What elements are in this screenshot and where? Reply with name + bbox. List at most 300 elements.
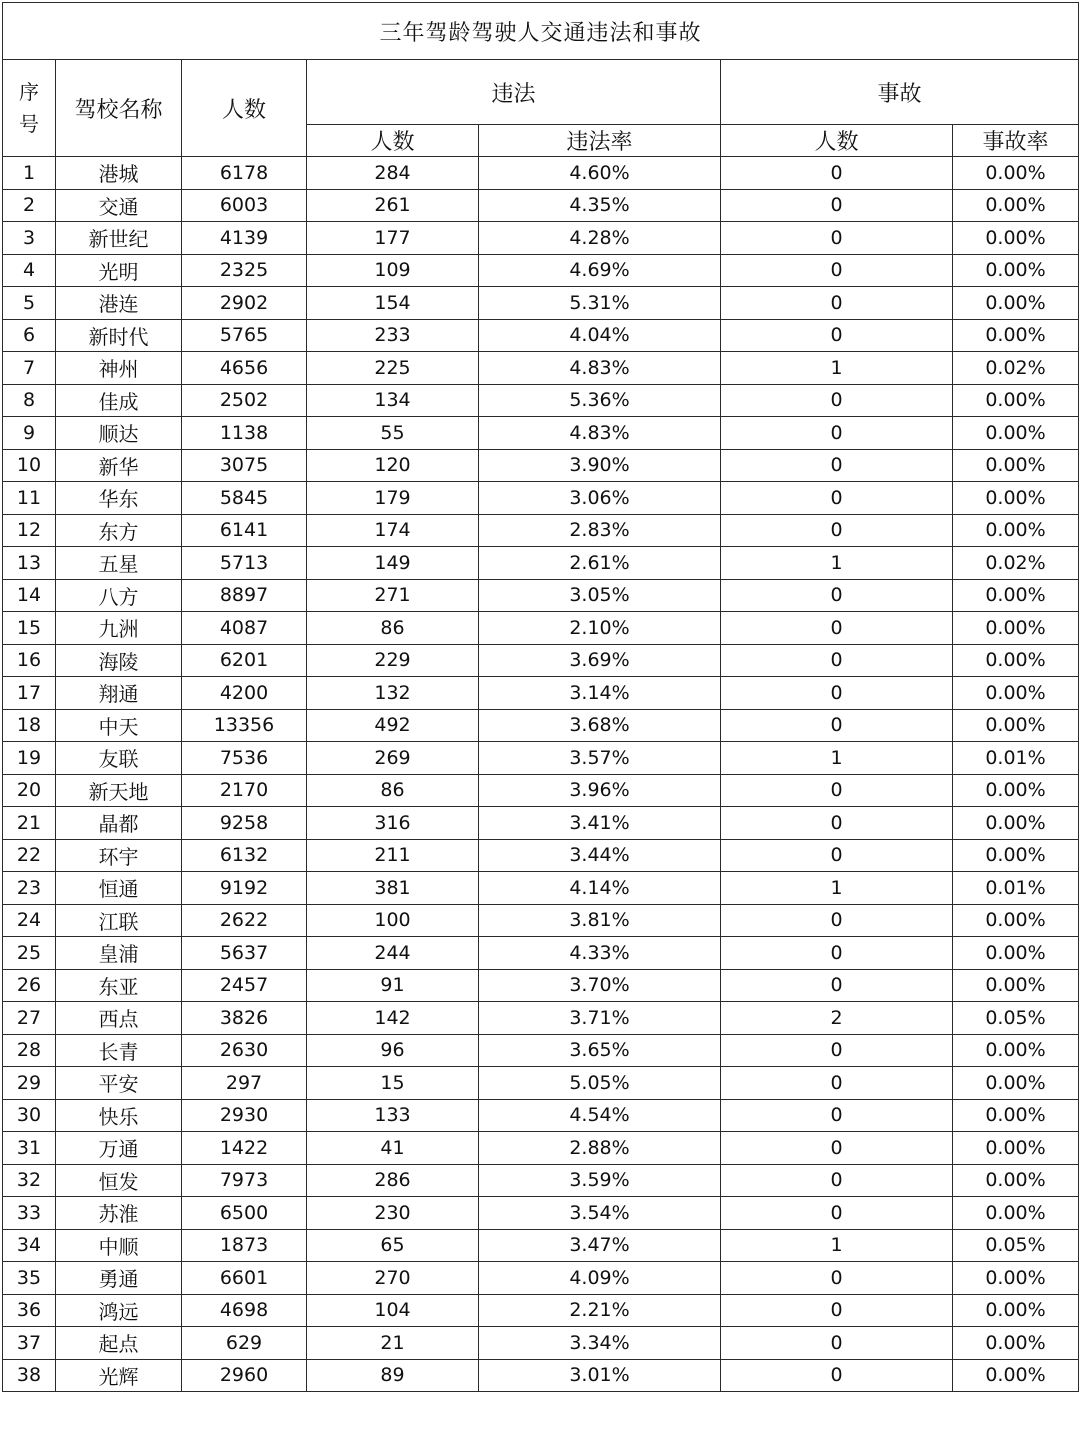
- cell-people: 1422: [182, 1132, 307, 1165]
- cell-seq: 4: [3, 254, 56, 287]
- cell-violation-people: 284: [307, 157, 479, 190]
- table-row: [3, 1099, 1079, 1132]
- cell-school: 顺达: [56, 417, 182, 450]
- cell-violation-people: 96: [307, 1034, 479, 1067]
- cell-people: 4656: [182, 352, 307, 385]
- cell-people: 4087: [182, 612, 307, 645]
- cell-violation-people: 104: [307, 1294, 479, 1327]
- header-people: 人数: [182, 60, 307, 157]
- cell-violation-rate: 2.88%: [479, 1132, 721, 1165]
- cell-violation-rate: 4.83%: [479, 417, 721, 450]
- cell-seq: 31: [3, 1132, 56, 1165]
- cell-seq: 8: [3, 384, 56, 417]
- cell-seq: 2: [3, 189, 56, 222]
- cell-accident-rate: 0.00%: [953, 449, 1079, 482]
- cell-violation-rate: 3.57%: [479, 742, 721, 775]
- table-row: [3, 449, 1079, 482]
- cell-people: 6601: [182, 1262, 307, 1295]
- cell-school: 勇通: [56, 1262, 182, 1295]
- cell-school: 平安: [56, 1067, 182, 1100]
- cell-people: 3075: [182, 449, 307, 482]
- cell-violation-rate: 3.44%: [479, 839, 721, 872]
- cell-accident-people: 1: [721, 742, 953, 775]
- cell-people: 6132: [182, 839, 307, 872]
- cell-seq: 6: [3, 319, 56, 352]
- cell-accident-rate: 0.00%: [953, 969, 1079, 1002]
- cell-seq: 27: [3, 1002, 56, 1035]
- table-row: [3, 482, 1079, 515]
- cell-school: 海陵: [56, 644, 182, 677]
- table-row: [3, 807, 1079, 840]
- cell-accident-people: 0: [721, 1294, 953, 1327]
- table-row: [3, 1262, 1079, 1295]
- cell-accident-people: 0: [721, 482, 953, 515]
- cell-violation-rate: 3.06%: [479, 482, 721, 515]
- cell-people: 3826: [182, 1002, 307, 1035]
- cell-violation-people: 261: [307, 189, 479, 222]
- cell-violation-people: 179: [307, 482, 479, 515]
- cell-people: 2960: [182, 1359, 307, 1392]
- cell-school: 九洲: [56, 612, 182, 645]
- cell-violation-rate: 4.83%: [479, 352, 721, 385]
- cell-violation-people: 244: [307, 937, 479, 970]
- cell-violation-people: 41: [307, 1132, 479, 1165]
- cell-school: 万通: [56, 1132, 182, 1165]
- table-row: [3, 612, 1079, 645]
- table-row: [3, 579, 1079, 612]
- cell-seq: 10: [3, 449, 56, 482]
- table-row: [3, 384, 1079, 417]
- cell-accident-people: 0: [721, 904, 953, 937]
- cell-accident-people: 0: [721, 222, 953, 255]
- cell-school: 江联: [56, 904, 182, 937]
- cell-violation-rate: 5.36%: [479, 384, 721, 417]
- cell-violation-rate: 4.35%: [479, 189, 721, 222]
- cell-violation-people: 174: [307, 514, 479, 547]
- cell-people: 6003: [182, 189, 307, 222]
- cell-seq: 33: [3, 1197, 56, 1230]
- cell-accident-people: 0: [721, 1359, 953, 1392]
- cell-accident-people: 0: [721, 287, 953, 320]
- table-row: [3, 514, 1079, 547]
- cell-people: 297: [182, 1067, 307, 1100]
- cell-violation-rate: 3.05%: [479, 579, 721, 612]
- cell-accident-people: 0: [721, 1197, 953, 1230]
- cell-accident-people: 0: [721, 1327, 953, 1360]
- cell-seq: 29: [3, 1067, 56, 1100]
- cell-people: 2325: [182, 254, 307, 287]
- cell-accident-people: 0: [721, 254, 953, 287]
- cell-school: 交通: [56, 189, 182, 222]
- table-row: [3, 1294, 1079, 1327]
- cell-accident-people: 2: [721, 1002, 953, 1035]
- header-violation-people: 人数: [307, 125, 479, 157]
- cell-violation-rate: 4.04%: [479, 319, 721, 352]
- cell-seq: 9: [3, 417, 56, 450]
- cell-violation-rate: 4.33%: [479, 937, 721, 970]
- cell-accident-people: 0: [721, 157, 953, 190]
- cell-accident-people: 0: [721, 1262, 953, 1295]
- cell-accident-rate: 0.00%: [953, 937, 1079, 970]
- cell-seq: 15: [3, 612, 56, 645]
- cell-people: 5713: [182, 547, 307, 580]
- cell-school: 神州: [56, 352, 182, 385]
- cell-school: 中顺: [56, 1229, 182, 1262]
- cell-people: 5845: [182, 482, 307, 515]
- cell-violation-people: 55: [307, 417, 479, 450]
- cell-school: 光辉: [56, 1359, 182, 1392]
- cell-violation-rate: 4.60%: [479, 157, 721, 190]
- cell-people: 1138: [182, 417, 307, 450]
- cell-accident-rate: 0.00%: [953, 287, 1079, 320]
- cell-school: 港连: [56, 287, 182, 320]
- cell-accident-people: 0: [721, 1067, 953, 1100]
- cell-violation-people: 89: [307, 1359, 479, 1392]
- cell-accident-rate: 0.00%: [953, 157, 1079, 190]
- header-accident-people: 人数: [721, 125, 953, 157]
- cell-school: 快乐: [56, 1099, 182, 1132]
- cell-people: 2902: [182, 287, 307, 320]
- table-row: [3, 319, 1079, 352]
- cell-school: 鸿远: [56, 1294, 182, 1327]
- cell-violation-people: 316: [307, 807, 479, 840]
- cell-violation-rate: 3.68%: [479, 709, 721, 742]
- table-row: [3, 1002, 1079, 1035]
- cell-accident-rate: 0.00%: [953, 1197, 1079, 1230]
- cell-violation-people: 109: [307, 254, 479, 287]
- cell-people: 5637: [182, 937, 307, 970]
- cell-accident-people: 0: [721, 579, 953, 612]
- table-row: [3, 222, 1079, 255]
- cell-violation-people: 21: [307, 1327, 479, 1360]
- cell-violation-people: 229: [307, 644, 479, 677]
- cell-school: 新华: [56, 449, 182, 482]
- cell-school: 恒发: [56, 1164, 182, 1197]
- cell-seq: 38: [3, 1359, 56, 1392]
- cell-seq: 30: [3, 1099, 56, 1132]
- cell-accident-rate: 0.00%: [953, 1294, 1079, 1327]
- cell-school: 光明: [56, 254, 182, 287]
- cell-violation-rate: 3.47%: [479, 1229, 721, 1262]
- cell-violation-people: 211: [307, 839, 479, 872]
- cell-violation-people: 134: [307, 384, 479, 417]
- cell-violation-rate: 3.41%: [479, 807, 721, 840]
- cell-school: 五星: [56, 547, 182, 580]
- cell-accident-rate: 0.00%: [953, 189, 1079, 222]
- cell-accident-rate: 0.00%: [953, 612, 1079, 645]
- table-row: [3, 1034, 1079, 1067]
- table-row: [3, 189, 1079, 222]
- table-row: [3, 1164, 1079, 1197]
- cell-violation-people: 233: [307, 319, 479, 352]
- cell-people: 7973: [182, 1164, 307, 1197]
- title-row: [3, 3, 1079, 60]
- cell-accident-people: 1: [721, 872, 953, 905]
- cell-people: 629: [182, 1327, 307, 1360]
- cell-seq: 5: [3, 287, 56, 320]
- header-violation: 违法: [307, 60, 721, 125]
- cell-violation-rate: 3.96%: [479, 774, 721, 807]
- cell-accident-people: 0: [721, 514, 953, 547]
- cell-violation-rate: 5.05%: [479, 1067, 721, 1100]
- cell-accident-rate: 0.01%: [953, 872, 1079, 905]
- cell-violation-rate: 2.21%: [479, 1294, 721, 1327]
- cell-accident-people: 1: [721, 1229, 953, 1262]
- cell-seq: 17: [3, 677, 56, 710]
- table-row: [3, 1067, 1079, 1100]
- cell-school: 中天: [56, 709, 182, 742]
- cell-violation-people: 100: [307, 904, 479, 937]
- cell-accident-rate: 0.00%: [953, 514, 1079, 547]
- cell-people: 4200: [182, 677, 307, 710]
- cell-school: 恒通: [56, 872, 182, 905]
- cell-seq: 1: [3, 157, 56, 190]
- cell-people: 9258: [182, 807, 307, 840]
- cell-accident-people: 1: [721, 547, 953, 580]
- cell-accident-rate: 0.02%: [953, 547, 1079, 580]
- cell-violation-rate: 4.69%: [479, 254, 721, 287]
- cell-accident-people: 0: [721, 1164, 953, 1197]
- cell-violation-people: 142: [307, 1002, 479, 1035]
- table-row: [3, 742, 1079, 775]
- cell-violation-people: 154: [307, 287, 479, 320]
- table-row: [3, 904, 1079, 937]
- cell-school: 新时代: [56, 319, 182, 352]
- cell-accident-rate: 0.00%: [953, 319, 1079, 352]
- cell-school: 东方: [56, 514, 182, 547]
- cell-violation-people: 132: [307, 677, 479, 710]
- cell-seq: 13: [3, 547, 56, 580]
- driver-stats-table: [2, 2, 1079, 1392]
- cell-accident-rate: 0.00%: [953, 579, 1079, 612]
- cell-violation-rate: 5.31%: [479, 287, 721, 320]
- cell-accident-people: 0: [721, 417, 953, 450]
- cell-accident-people: 0: [721, 937, 953, 970]
- cell-seq: 3: [3, 222, 56, 255]
- cell-seq: 20: [3, 774, 56, 807]
- cell-seq: 16: [3, 644, 56, 677]
- cell-violation-rate: 3.71%: [479, 1002, 721, 1035]
- cell-people: 2622: [182, 904, 307, 937]
- cell-accident-rate: 0.00%: [953, 1262, 1079, 1295]
- cell-people: 4139: [182, 222, 307, 255]
- cell-violation-people: 15: [307, 1067, 479, 1100]
- cell-accident-rate: 0.00%: [953, 839, 1079, 872]
- cell-seq: 11: [3, 482, 56, 515]
- cell-people: 13356: [182, 709, 307, 742]
- cell-violation-people: 91: [307, 969, 479, 1002]
- table-row: [3, 1327, 1079, 1360]
- cell-people: 2502: [182, 384, 307, 417]
- cell-people: 6500: [182, 1197, 307, 1230]
- cell-school: 港城: [56, 157, 182, 190]
- cell-seq: 24: [3, 904, 56, 937]
- cell-accident-people: 0: [721, 319, 953, 352]
- cell-school: 东亚: [56, 969, 182, 1002]
- cell-violation-people: 149: [307, 547, 479, 580]
- cell-accident-rate: 0.00%: [953, 644, 1079, 677]
- cell-violation-rate: 2.61%: [479, 547, 721, 580]
- cell-school: 翔通: [56, 677, 182, 710]
- cell-school: 佳成: [56, 384, 182, 417]
- cell-accident-rate: 0.02%: [953, 352, 1079, 385]
- cell-seq: 12: [3, 514, 56, 547]
- cell-accident-people: 0: [721, 677, 953, 710]
- table-row: [3, 677, 1079, 710]
- cell-accident-rate: 0.00%: [953, 482, 1079, 515]
- cell-accident-rate: 0.00%: [953, 1132, 1079, 1165]
- cell-violation-rate: 3.90%: [479, 449, 721, 482]
- cell-violation-people: 381: [307, 872, 479, 905]
- cell-violation-rate: 3.01%: [479, 1359, 721, 1392]
- cell-school: 皇浦: [56, 937, 182, 970]
- cell-violation-rate: 3.65%: [479, 1034, 721, 1067]
- cell-people: 6178: [182, 157, 307, 190]
- cell-accident-rate: 0.01%: [953, 742, 1079, 775]
- cell-violation-people: 271: [307, 579, 479, 612]
- table-row: [3, 1197, 1079, 1230]
- cell-violation-rate: 2.10%: [479, 612, 721, 645]
- cell-school: 起点: [56, 1327, 182, 1360]
- table-row: [3, 254, 1079, 287]
- cell-people: 9192: [182, 872, 307, 905]
- cell-people: 2630: [182, 1034, 307, 1067]
- cell-accident-rate: 0.00%: [953, 677, 1079, 710]
- cell-accident-people: 0: [721, 1034, 953, 1067]
- header-seq: [3, 60, 56, 157]
- cell-accident-rate: 0.00%: [953, 807, 1079, 840]
- cell-seq: 32: [3, 1164, 56, 1197]
- cell-violation-rate: 4.14%: [479, 872, 721, 905]
- cell-seq: 21: [3, 807, 56, 840]
- cell-violation-rate: 3.54%: [479, 1197, 721, 1230]
- cell-violation-rate: 3.70%: [479, 969, 721, 1002]
- cell-school: 新天地: [56, 774, 182, 807]
- header-school: 驾校名称: [56, 60, 182, 157]
- cell-accident-people: 0: [721, 1132, 953, 1165]
- cell-people: 8897: [182, 579, 307, 612]
- cell-accident-rate: 0.00%: [953, 222, 1079, 255]
- cell-seq: 34: [3, 1229, 56, 1262]
- cell-accident-people: 0: [721, 774, 953, 807]
- table-row: [3, 872, 1079, 905]
- cell-accident-people: 0: [721, 449, 953, 482]
- cell-seq: 35: [3, 1262, 56, 1295]
- table-row: [3, 1132, 1079, 1165]
- cell-school: 苏淮: [56, 1197, 182, 1230]
- cell-violation-rate: 4.28%: [479, 222, 721, 255]
- cell-people: 1873: [182, 1229, 307, 1262]
- table-row: [3, 774, 1079, 807]
- cell-seq: 18: [3, 709, 56, 742]
- table-row: [3, 644, 1079, 677]
- table-title: 三年驾龄驾驶人交通违法和事故: [3, 3, 1079, 60]
- table-row: [3, 157, 1079, 190]
- cell-violation-people: 133: [307, 1099, 479, 1132]
- cell-violation-rate: 2.83%: [479, 514, 721, 547]
- cell-school: 八方: [56, 579, 182, 612]
- cell-school: 西点: [56, 1002, 182, 1035]
- cell-seq: 26: [3, 969, 56, 1002]
- header-row-primary: [3, 60, 1079, 125]
- cell-accident-rate: 0.05%: [953, 1002, 1079, 1035]
- cell-people: 2170: [182, 774, 307, 807]
- cell-school: 环宇: [56, 839, 182, 872]
- cell-violation-people: 65: [307, 1229, 479, 1262]
- cell-violation-people: 230: [307, 1197, 479, 1230]
- cell-seq: 25: [3, 937, 56, 970]
- cell-accident-rate: 0.00%: [953, 774, 1079, 807]
- cell-people: 2457: [182, 969, 307, 1002]
- cell-accident-people: 0: [721, 839, 953, 872]
- cell-violation-rate: 4.54%: [479, 1099, 721, 1132]
- cell-accident-rate: 0.00%: [953, 1034, 1079, 1067]
- cell-accident-rate: 0.00%: [953, 1359, 1079, 1392]
- cell-violation-rate: 4.09%: [479, 1262, 721, 1295]
- cell-people: 4698: [182, 1294, 307, 1327]
- cell-violation-people: 286: [307, 1164, 479, 1197]
- cell-violation-rate: 3.59%: [479, 1164, 721, 1197]
- cell-accident-rate: 0.00%: [953, 417, 1079, 450]
- header-violation-rate: 违法率: [479, 125, 721, 157]
- cell-accident-people: 0: [721, 612, 953, 645]
- cell-violation-rate: 3.14%: [479, 677, 721, 710]
- cell-school: 友联: [56, 742, 182, 775]
- cell-accident-rate: 0.05%: [953, 1229, 1079, 1262]
- cell-accident-people: 0: [721, 644, 953, 677]
- cell-violation-people: 177: [307, 222, 479, 255]
- cell-violation-people: 86: [307, 774, 479, 807]
- cell-violation-people: 86: [307, 612, 479, 645]
- cell-seq: 37: [3, 1327, 56, 1360]
- cell-people: 6141: [182, 514, 307, 547]
- table-row: [3, 969, 1079, 1002]
- header-accident: 事故: [721, 60, 1079, 125]
- cell-violation-people: 225: [307, 352, 479, 385]
- table-row: [3, 547, 1079, 580]
- cell-seq: 36: [3, 1294, 56, 1327]
- cell-accident-people: 0: [721, 709, 953, 742]
- cell-school: 晶都: [56, 807, 182, 840]
- cell-school: 长青: [56, 1034, 182, 1067]
- cell-people: 7536: [182, 742, 307, 775]
- header-seq-text: 序号: [19, 80, 39, 136]
- cell-accident-rate: 0.00%: [953, 904, 1079, 937]
- cell-seq: 7: [3, 352, 56, 385]
- cell-accident-people: 0: [721, 969, 953, 1002]
- cell-accident-people: 0: [721, 1099, 953, 1132]
- table-row: [3, 1359, 1079, 1392]
- cell-violation-people: 120: [307, 449, 479, 482]
- cell-seq: 23: [3, 872, 56, 905]
- cell-accident-people: 1: [721, 352, 953, 385]
- cell-accident-rate: 0.00%: [953, 1099, 1079, 1132]
- cell-violation-people: 270: [307, 1262, 479, 1295]
- cell-accident-people: 0: [721, 189, 953, 222]
- cell-seq: 22: [3, 839, 56, 872]
- cell-accident-rate: 0.00%: [953, 1164, 1079, 1197]
- table-row: [3, 417, 1079, 450]
- cell-seq: 28: [3, 1034, 56, 1067]
- cell-seq: 19: [3, 742, 56, 775]
- cell-people: 6201: [182, 644, 307, 677]
- header-accident-rate: 事故率: [953, 125, 1079, 157]
- table-row: [3, 709, 1079, 742]
- cell-accident-rate: 0.00%: [953, 709, 1079, 742]
- table-row: [3, 352, 1079, 385]
- table-row: [3, 937, 1079, 970]
- cell-accident-rate: 0.00%: [953, 254, 1079, 287]
